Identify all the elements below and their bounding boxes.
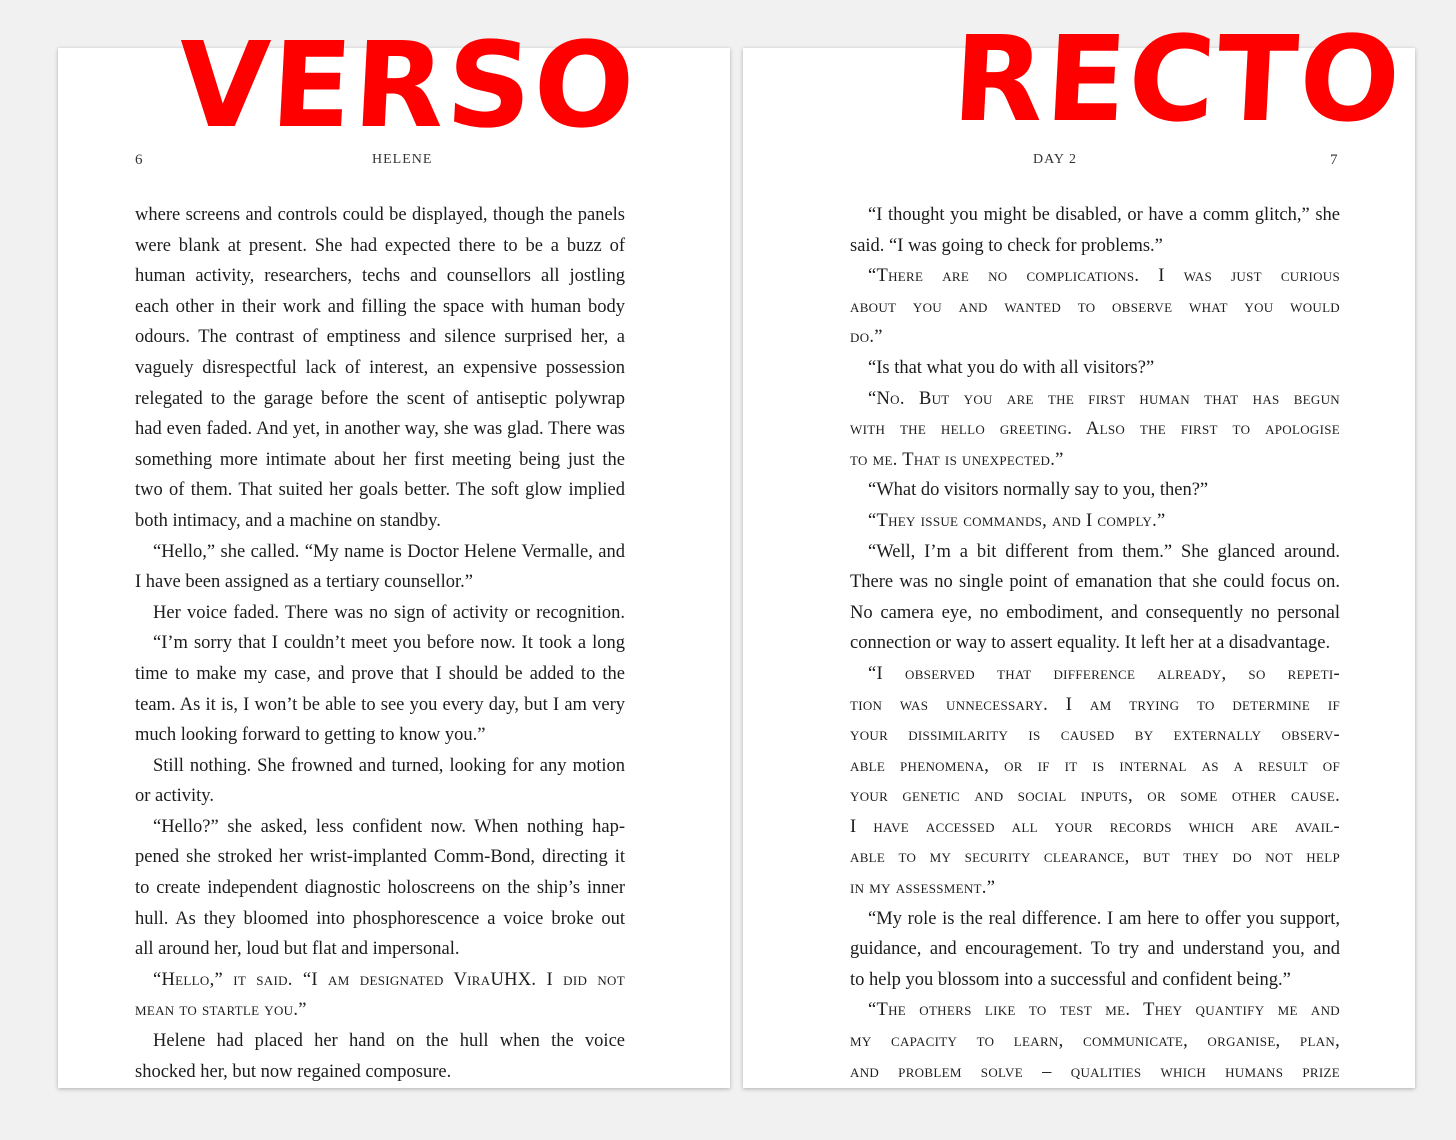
text-line: “There are no complications. I was just curious xyxy=(868,266,1340,287)
text-line: “I observed that difference already, so repeti- xyxy=(868,663,1340,684)
text-line: and problem solve – qualities which humans prize xyxy=(850,1061,1340,1082)
text-line: about you and wanted to observe what you would xyxy=(850,296,1340,317)
page-number: 7 xyxy=(1330,152,1338,168)
text-line: tion was unnecessary. I am trying to determine if xyxy=(850,694,1340,715)
text-line: Still nothing. She frowned and turned, looking for any motion xyxy=(153,755,625,776)
text-line: “Hello,” it said. “I am designated ViraUHX. I did not xyxy=(153,969,625,990)
text-line: “Hello,” she called. “My name is Doctor Helene Vermalle, and xyxy=(153,541,625,562)
text-line: pened she stroked her wrist-implanted Comm-Bond, directing it xyxy=(135,847,625,868)
text-line: your dissimilarity is caused by externally observ- xyxy=(850,725,1340,746)
text-line: I have been assigned as a tertiary counsellor.” xyxy=(135,572,474,593)
text-line: team. As it is, I won’t be able to see you every day, but I am very xyxy=(135,694,625,715)
text-line: able phenomena, or if it is internal as a result of xyxy=(850,755,1340,776)
text-line: each other in their work and filling the space with human body xyxy=(135,296,625,317)
text-line: had even faded. And yet, in another way, she was glad. There was xyxy=(135,419,625,440)
text-line: or activity. xyxy=(135,786,214,807)
text-line: to create independent diagnostic holoscreens on the ship’s inner xyxy=(135,878,625,899)
text-line: “The others like to test me. They quantify me and xyxy=(868,1000,1340,1021)
text-line: “I thought you might be disabled, or have a comm glitch,” she xyxy=(868,205,1340,225)
text-line: mean to startle you.” xyxy=(135,1000,307,1021)
body-text xyxy=(135,200,625,1087)
running-head: HELENE xyxy=(372,152,433,167)
recto-page xyxy=(743,48,1415,1088)
text-line: “Is that what you do with all visitors?” xyxy=(868,357,1155,378)
text-line: all around her, loud but flat and impersonal. xyxy=(135,939,460,960)
text-line: were blank at present. She had expected there to be a buzz of xyxy=(135,235,625,256)
verso-page xyxy=(58,48,730,1088)
body-text xyxy=(850,200,1340,1087)
text-line: where screens and controls could be displayed, though the panels xyxy=(135,205,625,225)
text-line: your genetic and social inputs, or some other cause. xyxy=(850,786,1340,807)
text-line: to me. That is unexpected.” xyxy=(850,449,1064,470)
page-number: 6 xyxy=(135,152,143,168)
text-line: in my assessment.” xyxy=(850,878,996,899)
recto-label: RECTO xyxy=(949,10,1406,148)
text-line: my capacity to learn, communicate, organise, plan, xyxy=(850,1031,1340,1052)
text-line: No camera eye, no embodiment, and consequently no personal xyxy=(850,602,1340,623)
text-line: to help you blossom into a successful and confident being.” xyxy=(850,969,1291,990)
text-line: odours. The contrast of emptiness and silence surprised her, a xyxy=(135,327,625,348)
text-line: Her voice faded. There was no sign of activity or recognition. xyxy=(153,602,625,623)
text-line: two of them. That suited her goals better. The soft glow implied xyxy=(135,480,625,501)
text-line: connection or way to assert equality. It left her at a disadvantage. xyxy=(850,633,1331,654)
text-line: Helene had placed her hand on the hull when the voice xyxy=(153,1031,625,1052)
text-line: human activity, researchers, techs and counsellors all jostling xyxy=(135,266,625,287)
verso-label: VERSO xyxy=(174,16,640,154)
text-line: “Well, I’m a bit different from them.” She glanced around. xyxy=(868,541,1340,562)
text-line: “Hello?” she asked, less confident now. When nothing hap- xyxy=(153,816,625,837)
text-line: “I’m sorry that I couldn’t meet you before now. It took a long xyxy=(153,633,625,654)
text-line: vaguely disrespectful lack of interest, an expensive possession xyxy=(135,357,625,378)
text-line: relegated to the garage before the scent of antiseptic polywrap xyxy=(135,388,625,409)
text-line: something more intimate about her first meeting being just the xyxy=(135,449,625,470)
text-line: shocked her, but now regained composure. xyxy=(135,1061,452,1082)
text-line: both intimacy, and a machine on standby. xyxy=(135,510,441,531)
running-head: DAY 2 xyxy=(1033,152,1078,167)
text-line: “No. But you are the first human that has begun xyxy=(868,388,1340,409)
text-line: “They issue commands, and I comply.” xyxy=(868,510,1166,531)
text-line: do.” xyxy=(850,327,883,348)
text-line: able to my security clearance, but they do not help xyxy=(850,847,1340,868)
text-line: guidance, and encouragement. To try and understand you, and xyxy=(850,939,1340,960)
text-line: “What do visitors normally say to you, then?” xyxy=(868,480,1209,501)
text-line: much looking forward to getting to know you.” xyxy=(135,725,486,746)
text-line: “My role is the real difference. I am here to offer you support, xyxy=(868,908,1340,929)
text-line: I have accessed all your records which are avail- xyxy=(850,816,1340,837)
text-line: time to make my case, and prove that I should be added to the xyxy=(135,663,625,684)
text-line: There was no single point of emanation that she could focus on. xyxy=(850,572,1340,593)
text-line: with the hello greeting. Also the first to apologise xyxy=(850,419,1340,440)
text-line: said. “I was going to check for problems.” xyxy=(850,235,1163,256)
text-line: hull. As they bloomed into phosphorescence a voice broke out xyxy=(135,908,625,929)
